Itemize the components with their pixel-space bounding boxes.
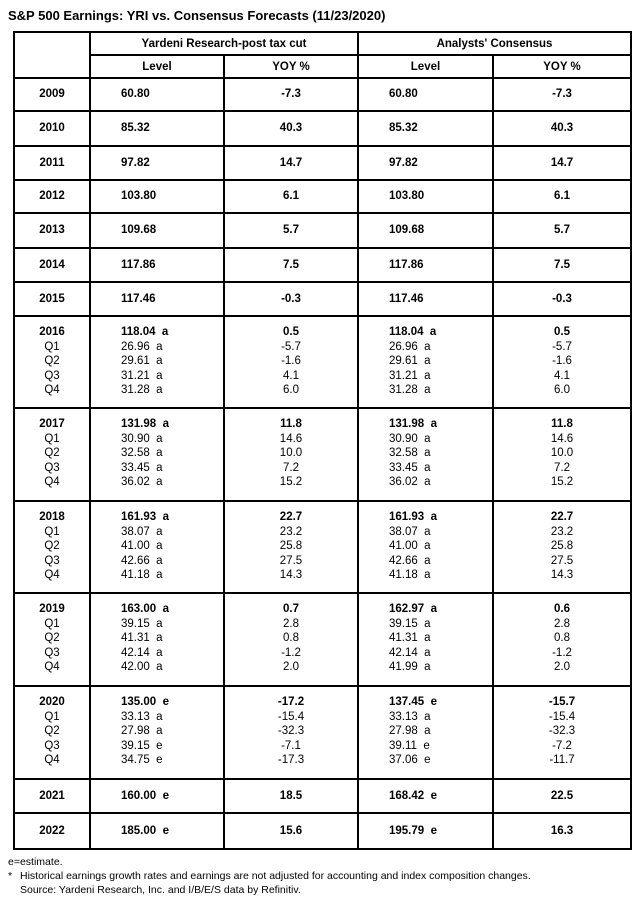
quarter-value: Q1 — [44, 432, 60, 445]
yri-yoy-cell — [224, 408, 358, 501]
yri-yoy-cell — [224, 316, 358, 408]
annual-value: 7.5 — [283, 258, 299, 271]
yri-yoy-cell — [224, 213, 358, 248]
col-header-yoy-consensus: YOY % — [493, 55, 631, 78]
quarter-value: Q1 — [44, 710, 60, 723]
footnote-adjustment-text: Historical earnings growth rates and earnings are not adjusted for accounting and index composition changes. — [20, 870, 531, 882]
quarter-value: 41.00 a — [389, 540, 431, 552]
consensus-yoy-cell — [493, 248, 631, 282]
quarter-value: 26.96 a — [121, 340, 163, 353]
quarter-value: 33.13 a — [389, 710, 431, 723]
annual-value: 2014 — [39, 258, 65, 271]
annual-value: 162.97 a — [389, 603, 437, 615]
yri-yoy-cell — [224, 686, 358, 779]
quarter-value: Q3 — [44, 369, 60, 382]
table-row — [14, 78, 631, 111]
annual-value: 103.80 — [389, 190, 425, 203]
yri-level-cell — [90, 78, 224, 111]
annual-value: 118.04 a — [389, 326, 437, 338]
quarter-value: 14.3 — [550, 569, 574, 581]
quarter-value: 0.8 — [283, 632, 299, 644]
annual-value: 117.46 — [121, 292, 156, 305]
annual-value: 14.7 — [550, 156, 574, 169]
yri-level-cell — [90, 779, 224, 813]
consensus-yoy-cell — [493, 593, 631, 686]
quarter-value: -5.7 — [552, 340, 572, 353]
quarter-value: 39.11 e — [389, 739, 430, 752]
year-cell — [14, 686, 90, 779]
annual-value: 163.00 a — [121, 603, 169, 615]
quarter-value: 31.21 a — [389, 369, 431, 382]
consensus-level-cell — [358, 779, 493, 813]
quarter-value: 30.90 a — [121, 432, 163, 445]
annual-value: 2020 — [39, 696, 65, 708]
table-row — [14, 501, 631, 593]
consensus-yoy-cell — [493, 316, 631, 408]
quarter-value: -1.2 — [281, 646, 301, 659]
quarter-value: -11.7 — [549, 754, 575, 766]
consensus-yoy-cell — [493, 146, 631, 180]
consensus-level-cell — [358, 213, 493, 248]
consensus-level-cell — [358, 248, 493, 282]
year-cell — [14, 282, 90, 316]
quarter-value: 42.66 a — [121, 554, 163, 567]
quarter-value: 29.61 a — [389, 355, 431, 367]
quarter-value: Q1 — [44, 617, 60, 630]
quarter-value: Q2 — [44, 540, 60, 552]
annual-value: 2015 — [39, 292, 65, 305]
quarter-value: 38.07 a — [121, 525, 163, 538]
quarter-value: 33.13 a — [121, 710, 163, 723]
quarter-value: 33.45 a — [121, 461, 163, 474]
consensus-level-cell — [358, 111, 493, 146]
table-row — [14, 248, 631, 282]
quarter-value: 27.98 a — [121, 725, 163, 737]
annual-value: 2016 — [39, 326, 65, 338]
annual-value: 40.3 — [550, 122, 574, 135]
yri-level-cell — [90, 180, 224, 213]
quarter-value: 10.0 — [550, 447, 574, 459]
quarter-value: -1.6 — [281, 355, 301, 367]
annual-value: -17.2 — [277, 696, 305, 708]
footnote-star: * — [8, 870, 13, 882]
annual-value: 7.5 — [554, 258, 570, 271]
quarter-value: -5.7 — [281, 340, 301, 353]
annual-value: 118.04 a — [121, 326, 169, 338]
annual-value: 14.7 — [279, 156, 303, 169]
quarter-value: 41.31 a — [121, 632, 163, 644]
quarter-value: 39.15 a — [121, 617, 163, 630]
yri-yoy-cell — [224, 501, 358, 593]
year-cell — [14, 408, 90, 501]
quarter-value: Q3 — [44, 554, 60, 567]
annual-value: -0.3 — [552, 292, 572, 305]
page-title: S&P 500 Earnings: YRI vs. Consensus Forecasts (11/23/2020) — [8, 8, 386, 23]
annual-value: 5.7 — [554, 224, 570, 237]
yri-level-cell — [90, 282, 224, 316]
yri-yoy-cell — [224, 593, 358, 686]
yri-level-cell — [90, 316, 224, 408]
year-cell — [14, 78, 90, 111]
quarter-value: 36.02 a — [121, 476, 163, 488]
quarter-value: 2.0 — [283, 661, 299, 673]
annual-value: 22.7 — [279, 511, 303, 523]
annual-value: 117.86 — [121, 258, 156, 271]
table-row — [14, 111, 631, 146]
annual-value: 2010 — [39, 122, 65, 135]
yri-level-cell — [90, 111, 224, 146]
annual-value: 85.32 — [389, 122, 418, 135]
earnings-table — [13, 31, 632, 850]
quarter-value: 6.0 — [554, 384, 570, 396]
quarter-value: 39.15 a — [389, 617, 431, 630]
year-cell — [14, 501, 90, 593]
quarter-value: 27.5 — [279, 554, 303, 567]
quarter-value: Q2 — [44, 355, 60, 367]
annual-value: 0.5 — [283, 326, 299, 338]
consensus-yoy-cell — [493, 686, 631, 779]
annual-value: 109.68 — [121, 224, 157, 237]
annual-value: 103.80 — [121, 190, 157, 203]
annual-value: 22.7 — [550, 511, 574, 523]
annual-value: 168.42 e — [389, 789, 437, 802]
annual-value: 6.1 — [283, 190, 299, 203]
consensus-yoy-cell — [493, 111, 631, 146]
quarter-value: Q3 — [44, 461, 60, 474]
annual-value: 109.68 — [389, 224, 425, 237]
quarter-value: Q3 — [44, 646, 60, 659]
quarter-value: 41.31 a — [389, 632, 431, 644]
annual-value: 15.6 — [279, 824, 303, 837]
annual-value: -0.3 — [281, 292, 301, 305]
annual-value: 18.5 — [279, 789, 303, 802]
quarter-value: 14.6 — [550, 432, 574, 445]
footnote-estimate: e=estimate. — [8, 856, 63, 868]
quarter-value: 4.1 — [554, 369, 570, 382]
annual-value: 137.45 e — [389, 696, 437, 708]
quarter-value: 41.99 a — [389, 661, 431, 673]
quarter-value: 41.18 a — [389, 569, 431, 581]
quarter-value: 36.02 a — [389, 476, 431, 488]
table-row — [14, 593, 631, 686]
quarter-value: Q4 — [44, 384, 60, 396]
table-row — [14, 146, 631, 180]
year-cell — [14, 779, 90, 813]
annual-value: 85.32 — [121, 122, 150, 135]
year-cell — [14, 111, 90, 146]
quarter-value: 14.3 — [279, 569, 303, 581]
table-row — [14, 316, 631, 408]
quarter-value: 34.75 e — [121, 754, 163, 766]
annual-value: 60.80 — [121, 88, 150, 101]
quarter-value: 15.2 — [550, 476, 574, 488]
year-cell — [14, 146, 90, 180]
quarter-value: 42.14 a — [389, 646, 431, 659]
quarter-value: 33.45 a — [389, 461, 431, 474]
consensus-level-cell — [358, 282, 493, 316]
consensus-yoy-cell — [493, 779, 631, 813]
yri-yoy-cell — [224, 146, 358, 180]
annual-value: 11.8 — [280, 418, 302, 430]
annual-value: 160.00 e — [121, 789, 169, 802]
table-row — [14, 779, 631, 813]
quarter-value: 7.2 — [554, 461, 570, 474]
quarter-value: Q2 — [44, 725, 60, 737]
yri-level-cell — [90, 408, 224, 501]
annual-value: 117.86 — [389, 258, 424, 271]
annual-value: 161.93 a — [389, 511, 437, 523]
annual-value: 161.93 a — [121, 511, 169, 523]
annual-value: -7.3 — [552, 88, 572, 101]
quarter-value: Q2 — [44, 447, 60, 459]
consensus-level-cell — [358, 78, 493, 111]
quarter-value: 10.0 — [279, 447, 303, 459]
quarter-value: 31.28 a — [389, 384, 431, 396]
group-header-row — [14, 32, 631, 55]
quarter-value: 32.58 a — [389, 447, 431, 459]
quarter-value: -7.1 — [281, 739, 301, 752]
quarter-value: Q2 — [44, 632, 60, 644]
yri-yoy-cell — [224, 779, 358, 813]
quarter-value: 31.21 a — [121, 369, 163, 382]
quarter-value: -15.4 — [548, 710, 576, 723]
quarter-value: 15.2 — [279, 476, 303, 488]
annual-value: 0.5 — [554, 326, 570, 338]
annual-value: 131.98 a — [389, 418, 437, 430]
quarter-value: Q4 — [44, 754, 60, 766]
yri-level-cell — [90, 593, 224, 686]
consensus-yoy-cell — [493, 213, 631, 248]
yri-level-cell — [90, 501, 224, 593]
yri-level-cell — [90, 213, 224, 248]
yri-level-cell — [90, 248, 224, 282]
year-cell — [14, 248, 90, 282]
quarter-value: -1.6 — [552, 355, 572, 367]
quarter-value: 26.96 a — [389, 340, 431, 353]
consensus-level-cell — [358, 593, 493, 686]
quarter-value: 39.15 e — [121, 739, 163, 752]
quarter-value: -1.2 — [552, 646, 572, 659]
quarter-value: 25.8 — [550, 540, 574, 552]
table-row — [14, 213, 631, 248]
quarter-value: 7.2 — [283, 461, 299, 474]
annual-value: 2018 — [39, 511, 65, 523]
quarter-value: 42.14 a — [121, 646, 163, 659]
consensus-yoy-cell — [493, 813, 631, 849]
quarter-value: 23.2 — [279, 525, 303, 538]
annual-value: 40.3 — [279, 122, 303, 135]
consensus-yoy-cell — [493, 408, 631, 501]
quarter-value: 0.8 — [554, 632, 570, 644]
annual-value: 2022 — [39, 824, 65, 837]
yri-yoy-cell — [224, 248, 358, 282]
annual-value: 97.82 — [121, 156, 150, 169]
yri-yoy-cell — [224, 78, 358, 111]
annual-value: 0.6 — [554, 603, 570, 615]
footnotes — [8, 855, 628, 897]
col-header-yoy-yri: YOY % — [224, 55, 358, 78]
table-row — [14, 813, 631, 849]
quarter-value: -7.2 — [552, 739, 572, 752]
quarter-value: 14.6 — [279, 432, 303, 445]
year-cell — [14, 316, 90, 408]
annual-value: 97.82 — [389, 156, 418, 169]
year-cell — [14, 180, 90, 213]
yri-level-cell — [90, 146, 224, 180]
quarter-value: -15.4 — [277, 710, 305, 723]
annual-value: 2017 — [39, 418, 65, 430]
quarter-value: 31.28 a — [121, 384, 163, 396]
col-header-level-yri: Level — [90, 55, 224, 78]
quarter-value: -32.3 — [277, 725, 305, 737]
quarter-value: 32.58 a — [121, 447, 163, 459]
consensus-level-cell — [358, 180, 493, 213]
yri-level-cell — [90, 813, 224, 849]
footnote-adjustment — [8, 869, 628, 883]
quarter-value: 25.8 — [279, 540, 303, 552]
quarter-value: -17.3 — [277, 754, 305, 766]
annual-value: 0.7 — [283, 603, 299, 615]
quarter-value: 38.07 a — [389, 525, 431, 538]
yri-level-cell — [90, 686, 224, 779]
annual-value: -7.3 — [281, 88, 301, 101]
quarter-value: 27.5 — [550, 554, 574, 567]
quarter-value: Q1 — [44, 525, 60, 538]
quarter-value: 2.8 — [283, 617, 299, 630]
annual-value: 11.8 — [551, 418, 573, 430]
annual-value: 195.79 e — [389, 824, 437, 837]
yri-yoy-cell — [224, 282, 358, 316]
consensus-level-cell — [358, 316, 493, 408]
annual-value: 60.80 — [389, 88, 418, 101]
quarter-value: 37.06 e — [389, 754, 431, 766]
annual-value: 5.7 — [283, 224, 299, 237]
yri-yoy-cell — [224, 813, 358, 849]
quarter-value: Q3 — [44, 739, 60, 752]
consensus-yoy-cell — [493, 282, 631, 316]
annual-value: 131.98 a — [121, 418, 169, 430]
quarter-value: 30.90 a — [389, 432, 431, 445]
table-row — [14, 180, 631, 213]
col-header-level-consensus: Level — [358, 55, 493, 78]
annual-value: 16.3 — [550, 824, 574, 837]
consensus-level-cell — [358, 686, 493, 779]
yri-yoy-cell — [224, 111, 358, 146]
table-row — [14, 686, 631, 779]
group-header-yri: Yardeni Research-post tax cut — [90, 32, 358, 55]
consensus-level-cell — [358, 408, 493, 501]
annual-value: 2021 — [39, 789, 65, 802]
annual-value: 185.00 e — [121, 824, 169, 837]
yri-yoy-cell — [224, 180, 358, 213]
table-row — [14, 408, 631, 501]
year-cell — [14, 813, 90, 849]
quarter-value: 29.61 a — [121, 355, 163, 367]
group-header-consensus: Analysts' Consensus — [358, 32, 631, 55]
quarter-value: Q1 — [44, 340, 60, 353]
quarter-value: 41.00 a — [121, 540, 163, 552]
quarter-value: 2.0 — [554, 661, 570, 673]
quarter-value: 42.66 a — [389, 554, 431, 567]
table-row — [14, 282, 631, 316]
annual-value: 2011 — [39, 156, 65, 169]
column-header-row — [14, 55, 631, 78]
annual-value: 6.1 — [554, 190, 570, 203]
consensus-level-cell — [358, 501, 493, 593]
year-cell — [14, 213, 90, 248]
annual-value: 2013 — [39, 224, 65, 237]
quarter-value: Q4 — [44, 661, 60, 673]
consensus-level-cell — [358, 146, 493, 180]
quarter-value: Q4 — [44, 476, 60, 488]
annual-value: 2009 — [39, 88, 65, 101]
consensus-yoy-cell — [493, 78, 631, 111]
quarter-value: 42.00 a — [121, 661, 163, 673]
annual-value: -15.7 — [548, 696, 576, 708]
table-body — [14, 78, 631, 849]
year-cell — [14, 593, 90, 686]
quarter-value: 6.0 — [283, 384, 299, 396]
quarter-value: 4.1 — [283, 369, 299, 382]
annual-value: 22.5 — [550, 789, 574, 802]
annual-value: 2012 — [39, 190, 65, 203]
annual-value: 117.46 — [389, 292, 424, 305]
annual-value: 135.00 e — [121, 696, 169, 708]
annual-value: 2019 — [39, 603, 65, 615]
footnote-source: Source: Yardeni Research, Inc. and I/B/E/S data by Refinitiv. — [20, 884, 301, 896]
consensus-yoy-cell — [493, 501, 631, 593]
year-header-cell — [14, 32, 90, 78]
quarter-value: 41.18 a — [121, 569, 163, 581]
consensus-level-cell — [358, 813, 493, 849]
quarter-value: Q4 — [44, 569, 60, 581]
quarter-value: 2.8 — [554, 617, 570, 630]
quarter-value: 27.98 a — [389, 725, 431, 737]
quarter-value: -32.3 — [548, 725, 576, 737]
quarter-value: 23.2 — [550, 525, 574, 538]
consensus-yoy-cell — [493, 180, 631, 213]
